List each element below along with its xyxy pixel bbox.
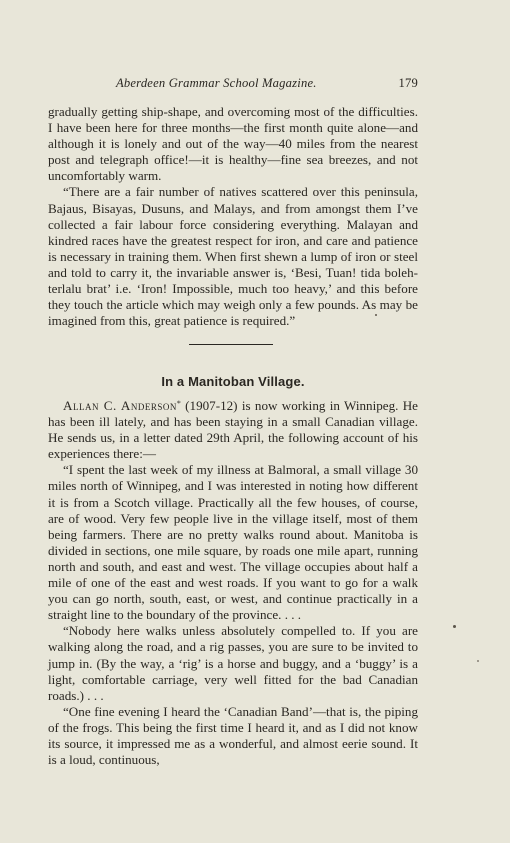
author-name: Allan C. Anderson [63, 398, 177, 413]
second-section-text [48, 396, 418, 768]
first-section-text [48, 104, 418, 329]
letter-paragraph-3: “One fine evening I heard the ‘Canadian Band’—that is, the piping of the frogs. This being the first time I heard it, and as I did not know its source, it impressed me as a wonderful, and almost eerie sound. It is a loud, continuous, [48, 703, 418, 768]
article-heading: In a Manitoban Village. [161, 374, 305, 389]
section-divider-rule [189, 344, 273, 345]
author-footnote-marker: * [176, 399, 181, 408]
letter-paragraph-1: “I spent the last week of my illness at Balmoral, a small village 30 miles north of Winnipeg, and I was interested in noting how different it is from a Scotch village. Practically all the few houses, of course, are of wood. Very few people live in the village itself, most of them being farmers. There are no pretty walks round about. Manitoba is divided in sections, one mile square, by roads one mile apart, running north and south, and east and west. The village occupies about half a mile of one of the east and west roads. If you want to go for a walk you can go north, south, east, or west, and continue practically in a straight line to the boundary of the province. . . . [48, 462, 418, 623]
intro-text: (1907-12) is now working in Winnipeg. He has been ill lately, and has been staying in a small Canadian village. He sends us, in a letter dated 29th April, the following account of his experiences there:— [48, 398, 418, 462]
paper-speck [453, 625, 456, 628]
running-header [48, 76, 418, 94]
article-intro-paragraph [48, 396, 418, 462]
letter-paragraph-2: “Nobody here walks unless absolutely compelled to. If you are walking along the road, and a rig passes, you are sure to be invited to jump in. (By the way, a ‘rig’ is a horse and buggy, and a ‘buggy’ is a light, comfortable carriage, very well fitted for the bad Canadian roads.) . . . [48, 623, 418, 703]
page-number: 179 [398, 76, 418, 90]
journal-title: Aberdeen Grammar School Magazine. [116, 76, 317, 90]
first-section-paragraph-2: “There are a fair number of natives scattered over this peninsula, Bajaus, Bisayas, Dusuns, and Malays, and from amongst them I’ve collected a fair labour force considering everything. Malayan and kindred races have the greatest respect for iron, and care and patience is necessary in training them. When first shewn a lump of iron or steel and told to carry it, the invariable answer is, ‘Besi, Tuan! tida boleh-terlalu brat’ i.e. ‘Iron! Impossible, much too heavy,’ and this before they touch the article which may weigh only a few pounds. As may be imagined from this, great patience is required.” [48, 184, 418, 329]
paper-speck [477, 660, 479, 662]
first-section-paragraph-1: gradually getting ship-shape, and overcoming most of the difficulties. I have been here for three months—the first month quite alone—and although it is lonely and out of the way—40 miles from the nearest post and telegraph office!—it is healthy—fine sea breezes, and not uncomfortably warm. [48, 104, 418, 184]
paper-speck [375, 314, 377, 316]
